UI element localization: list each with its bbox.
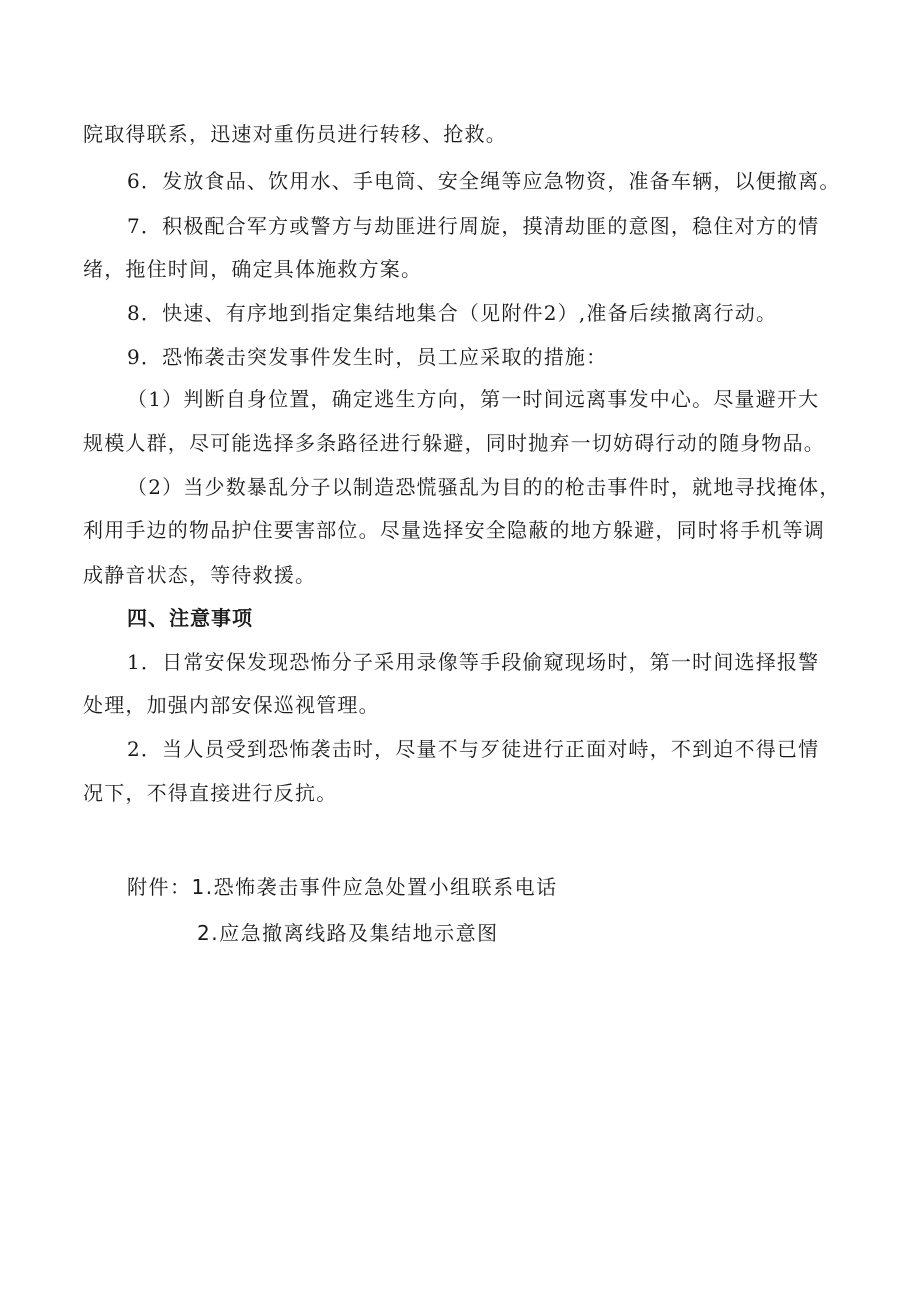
list-item-8: 8．快速、有序地到指定集结地集合（见附件2）,准备后续撤离行动。 [127, 301, 778, 325]
list-item-6: 6．发放食品、饮用水、手电筒、安全绳等应急物资，准备车辆，以便撤离。 [127, 169, 841, 193]
attachment-item-2: 2.应急撤离线路及集结地示意图 [197, 921, 499, 945]
sub-item-2: （2）当少数暴乱分子以制造恐慌骚乱为目的的枪击事件时，就地寻找掩体， [127, 475, 841, 499]
note-item-1: 1．日常安保发现恐怖分子采用录像等手段偷窥现场时，第一时间选择报警 [127, 650, 820, 674]
paragraph-line: 处理，加强内部安保巡视管理。 [83, 693, 380, 717]
paragraph-line: 绪，拖住时间，确定具体施救方案。 [83, 257, 423, 281]
sub-item-1: （1）判断自身位置，确定逃生方向，第一时间远离事发中心。尽量避开大 [127, 387, 820, 411]
list-item-7: 7．积极配合军方或警方与劫匪进行周旋，摸清劫匪的意图，稳住对方的情 [127, 214, 820, 238]
list-item-9: 9．恐怖袭击突发事件发生时，员工应采取的措施： [127, 345, 608, 369]
note-item-2: 2．当人员受到恐怖袭击时，尽量不与歹徒进行正面对峙，不到迫不得已情 [127, 737, 820, 761]
paragraph-line: 院取得联系，迅速对重伤员进行转移、抢救。 [83, 122, 507, 146]
paragraph-line: 利用手边的物品护住要害部位。尽量选择安全隐蔽的地方躲避，同时将手机等调 [83, 518, 825, 542]
paragraph-line: 成静音状态，等待救援。 [83, 563, 317, 587]
paragraph-line: 规模人群，尽可能选择多条路径进行躲避，同时抛弃一切妨碍行动的随身物品。 [83, 431, 825, 455]
paragraph-line: 况下，不得直接进行反抗。 [83, 781, 338, 805]
section-heading: 四、注意事项 [127, 606, 253, 630]
attachment-label: 附件：1.恐怖袭击事件应急处置小组联系电话 [127, 875, 558, 899]
